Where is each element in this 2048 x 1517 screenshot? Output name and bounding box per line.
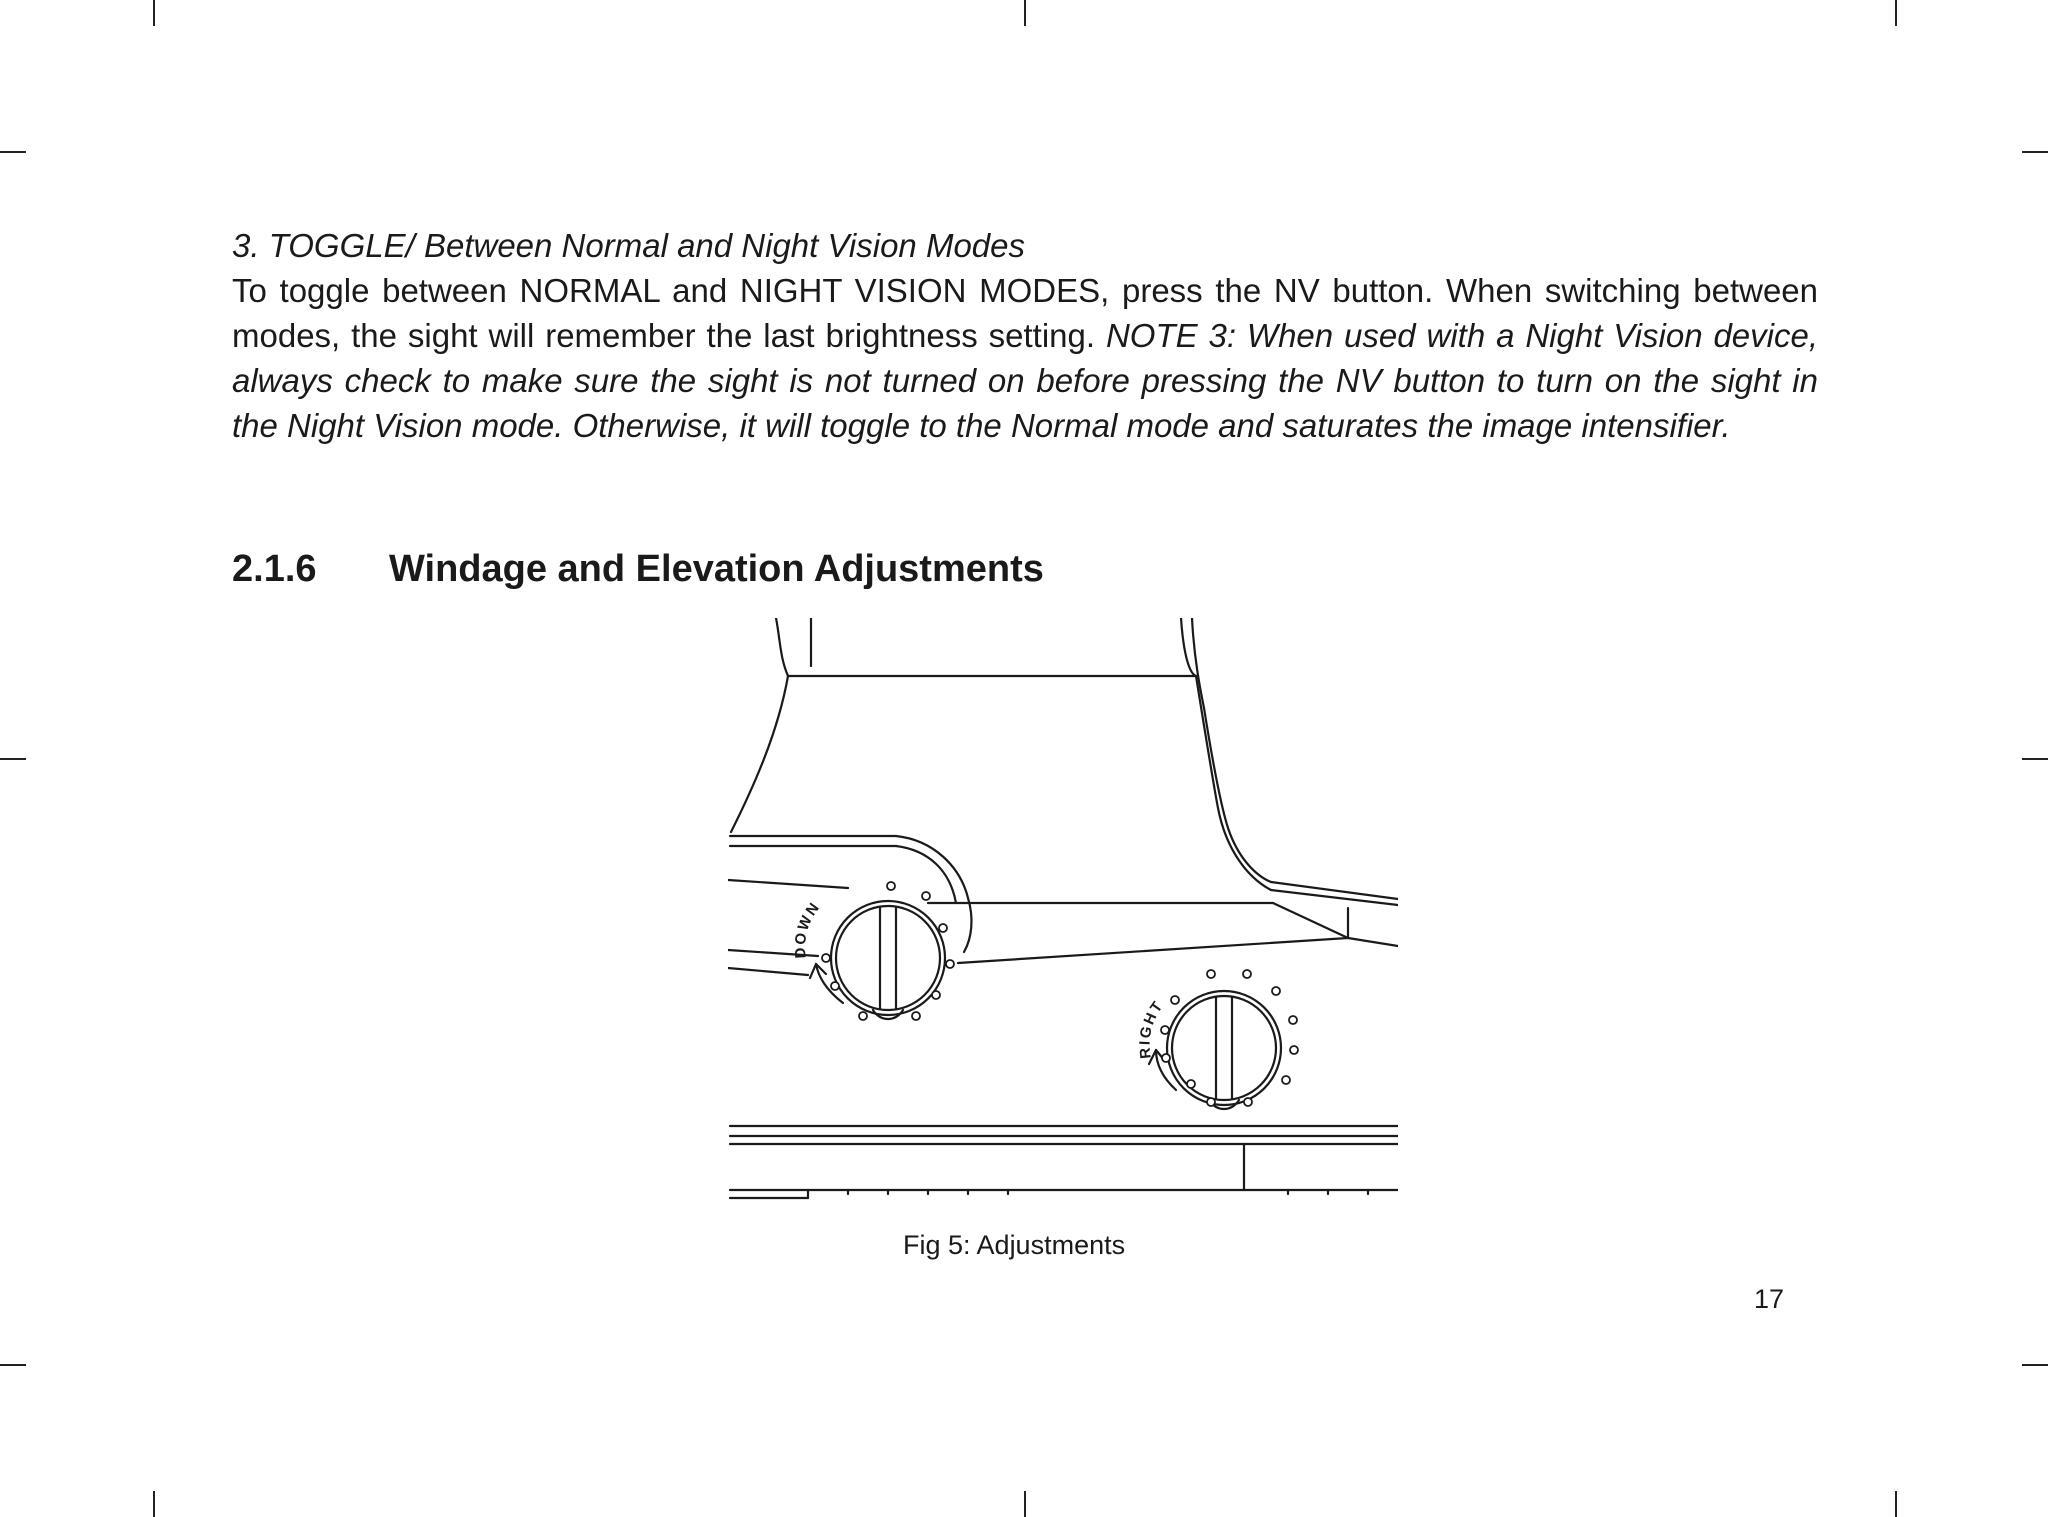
figure-caption: Fig 5: Adjustments (903, 1230, 1126, 1260)
crop-mark (1895, 1491, 1897, 1517)
page-number: 17 (1754, 1284, 1785, 1314)
adjustments-figure (728, 618, 1398, 1213)
section-heading (232, 544, 1044, 594)
paragraph-body: To toggle between NORMAL and NIGHT VISION MODES, press the NV button. When switching between modes, the sight will remember the last brightness setting. (232, 272, 1818, 354)
subsection-block (232, 224, 1818, 448)
crop-mark (0, 151, 26, 153)
crop-mark (153, 0, 155, 26)
crop-mark (2022, 1364, 2048, 1366)
elevation-direction-label: DOWN (791, 898, 824, 959)
crop-mark (1895, 0, 1897, 26)
crop-mark (2022, 151, 2048, 153)
crop-mark (153, 1491, 155, 1517)
section-number: 2.1.6 (232, 548, 317, 590)
subsection-paragraph (232, 268, 1818, 448)
subsection-title: 3. TOGGLE/ Between Normal and Night Vision Modes (232, 227, 1025, 264)
crop-mark (1024, 1491, 1026, 1517)
crop-mark (0, 1364, 26, 1366)
note-3: NOTE 3: When used with a Night Vision device, always check to make sure the sight is not turned on before pressing the NV button to turn on the sight in the Night Vision mode. Otherwise, it will toggle to the Normal mode and saturates the image intensifier. (232, 317, 1818, 444)
sight-line-drawing (728, 618, 1398, 1213)
crop-mark (2022, 758, 2048, 760)
crop-mark (1024, 0, 1026, 26)
section-title: Windage and Elevation Adjustments (389, 548, 1044, 590)
crop-mark (0, 758, 26, 760)
windage-direction-label: RIGHT (1136, 997, 1168, 1060)
